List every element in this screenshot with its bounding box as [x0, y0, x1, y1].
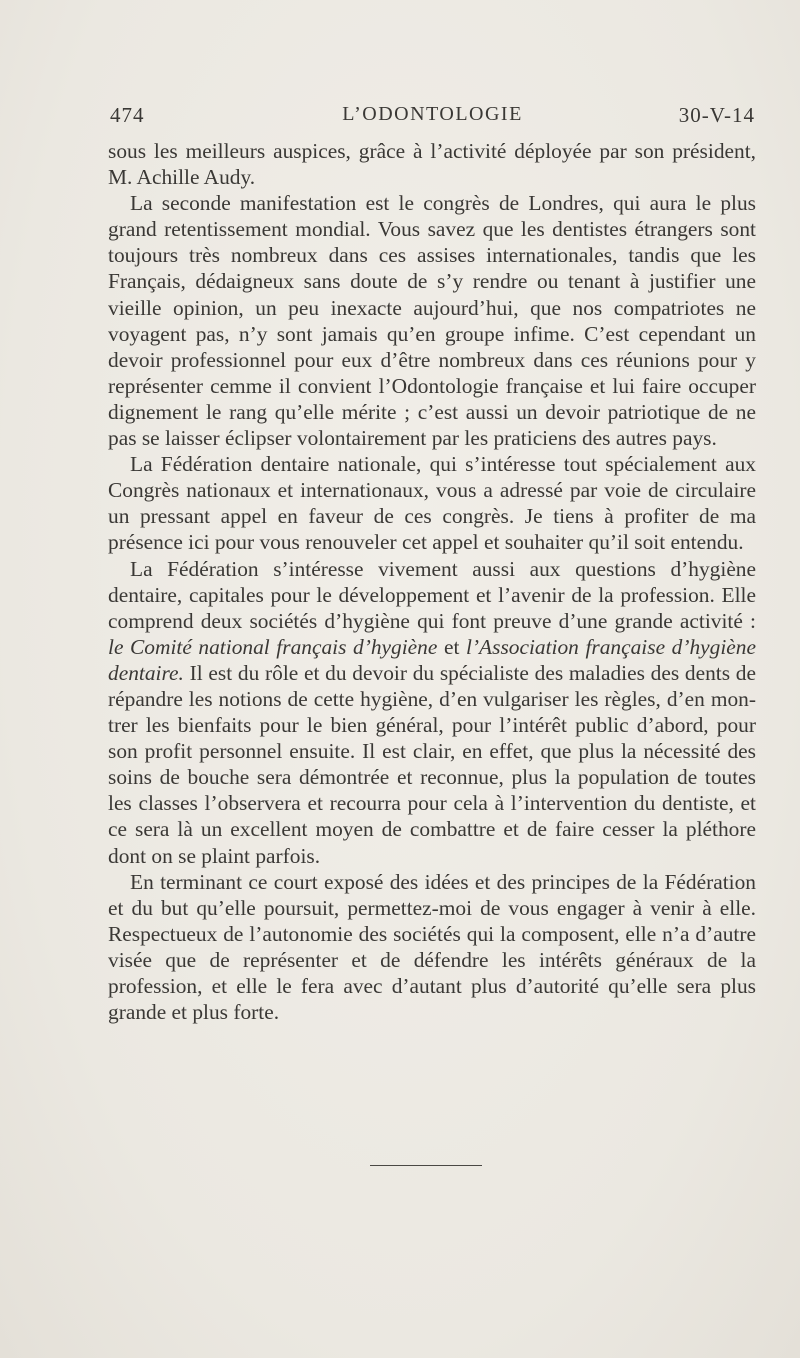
paragraph-hygiene — [108, 556, 756, 869]
article-body — [108, 138, 756, 1025]
paragraph-hygiene-text-c: Il est du rôle et du devoir du spécialiste des maladies des dents de répandre les notions de cette hygiène, d’en vulgariser les règles, d’en montrer les bienfaits pour le bien général, pour l’intérêt public d’abord, pour son profit personnel ensuite. Il est clair, en effet, que plus la nécessité des soins de bouche sera démontrée et reconnue, plus la population de toutes les classes l’observera et recourra pour cela à l’intervention du dentiste, et ce sera là un excellent moyen de combattre et de faire cesser la pléthore dont on se plaint parfois. — [108, 660, 756, 868]
running-header — [110, 103, 755, 131]
issue-date: 30-V-14 — [678, 103, 755, 127]
paragraph-london-congress: La seconde manifestation est le congrès de Londres, qui aura le plus grand retentissement mondial. Vous savez que les dentistes étrangers sont toujours très nombreux dans ces assises internationales, tandis que les Français, dédaigneux sans doute de s’y rendre ou tenant à justifier une vieille opinion, un peu inexacte aujourd’hui, que nos compatriotes ne voyagent pas, n’y sont jamais qu’en groupe infime. C’est cependant un devoir professionnel pour eux d’être nombreux dans ces réunions pour y représenter cemme il convient l’Odontologie française et lui faire occuper dignement le rang qu’elle mérite ; c’est aussi un devoir patriotique de ne pas se laisser éclipser volontairement par les praticiens des autres pays. — [108, 191, 756, 451]
section-end-rule — [370, 1165, 482, 1166]
paragraph-conclusion: En terminant ce court exposé des idées et des principes de la Fédération et du but qu’elle poursuit, permettez-moi de vous engager à venir à elle. Respectueux de l’autonomie des sociétés qui la composent, elle n’a d’autre visée que de représenter et de défendre les intérêts généraux de la profession, et elle le fera avec d’autant plus d’autorité qu’elle sera plus grande et plus forte. — [108, 869, 756, 1025]
page-number: 474 — [110, 103, 145, 127]
paragraph-continuation: sous les meilleurs auspices, grâce à l’activité déployée par son président, M. Achille Audy. — [108, 139, 756, 190]
paragraph-hygiene-text-b: et — [437, 634, 466, 659]
paragraph-federation-appeal: La Fédération dentaire nationale, qui s’intéresse tout spécialement aux Congrès nationaux et internationaux, vous a adressé par voie de circulaire un pressant appel en faveur de ces congrès. Je tiens à profiter de ma présence ici pour vous renouveler cet appel et souhaiter qu’il soit entendu. — [108, 452, 756, 555]
paragraph-hygiene-text-a: La Fédération s’intéresse vivement aussi aux questions d’hygiène dentaire, capitales pour le développement et l’avenir de la profession. Elle comprend deux sociétés d’hygiène qui font preuve d’une grande activité : — [108, 556, 756, 633]
association-francaise-name: l’Association française d’hygiène dentaire. — [108, 634, 756, 685]
comite-national-name: le Comité national français d’hygiène — [108, 634, 438, 659]
journal-title: L’ODONTOLOGIE — [342, 103, 523, 125]
